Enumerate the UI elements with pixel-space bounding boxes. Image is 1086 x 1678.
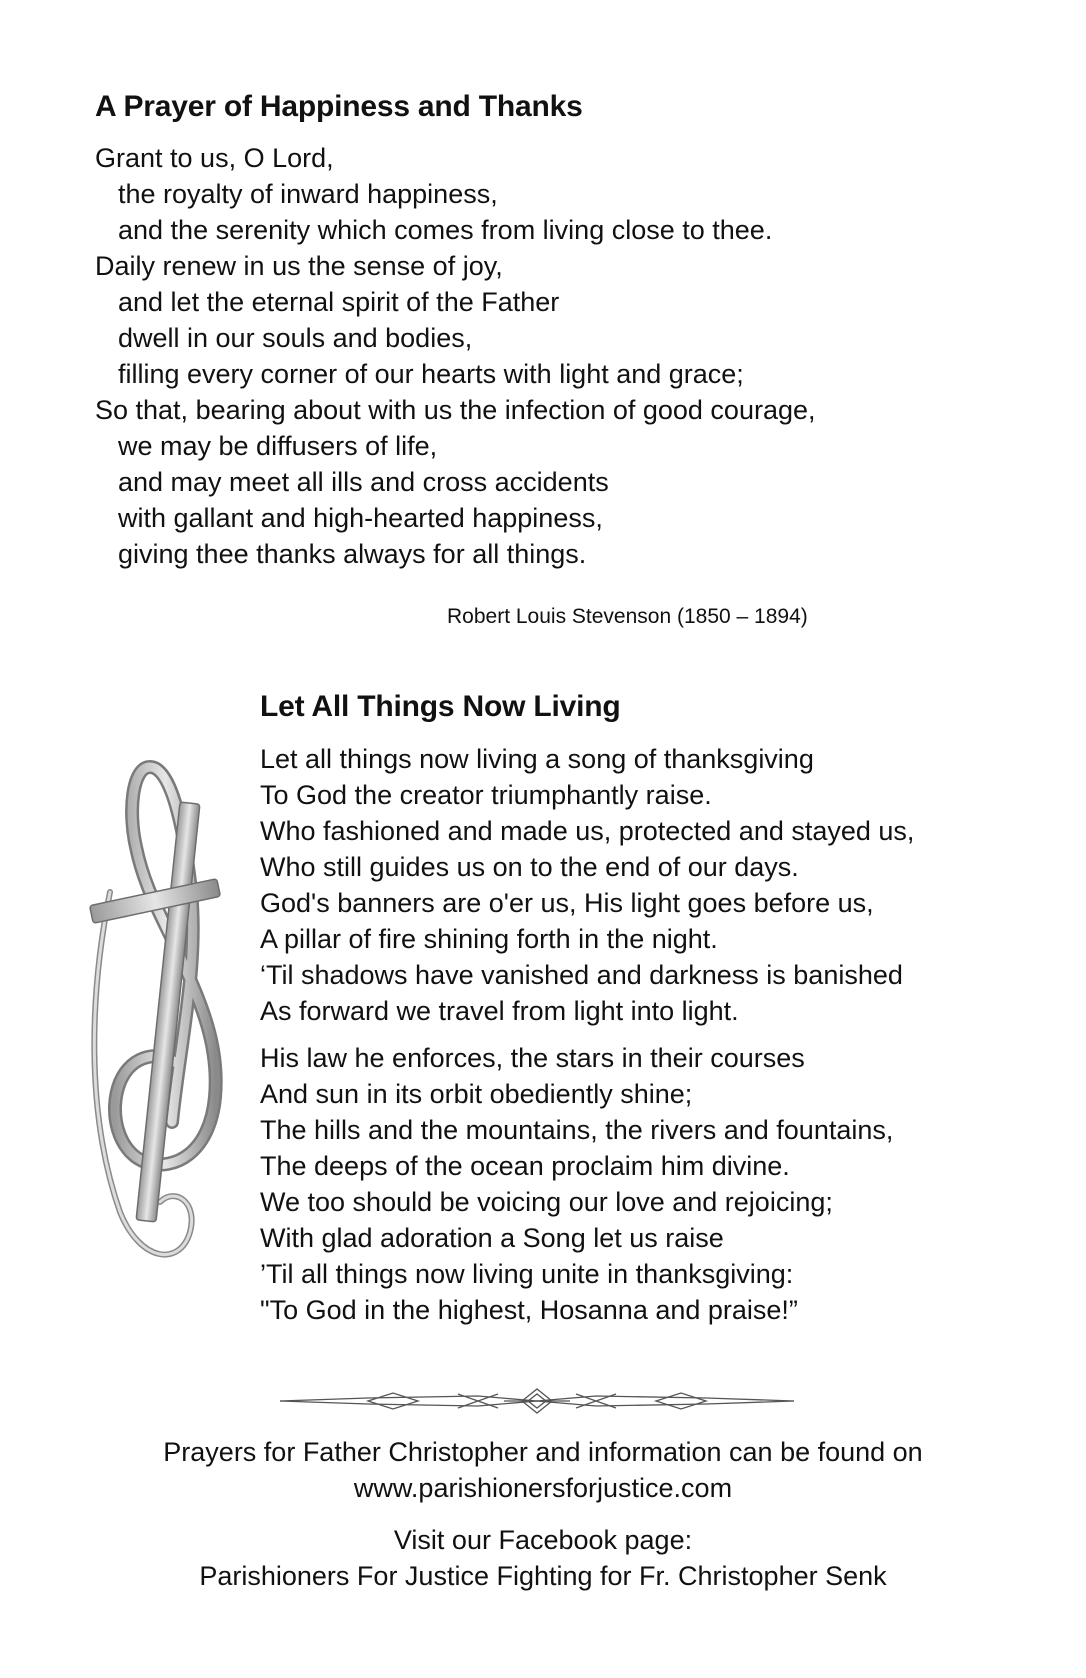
prayer-line: Daily renew in us the sense of joy, xyxy=(95,251,503,281)
hymn-title: Let All Things Now Living xyxy=(260,690,621,723)
prayer-title: A Prayer of Happiness and Thanks xyxy=(95,90,583,123)
hymn-line: We too should be voicing our love and rejoicing; xyxy=(260,1187,833,1217)
hymn-line: ’Til all things now living unite in thanksgiving: xyxy=(260,1259,794,1289)
prayer-line: and let the eternal spirit of the Father xyxy=(118,287,560,317)
hymn-verse-1 xyxy=(260,741,914,1029)
footer-text: Prayers for Father Christopher and information can be found on xyxy=(163,1437,923,1467)
hymn-line: The deeps of the ocean proclaim him divine. xyxy=(260,1151,790,1181)
hymn-verse-2 xyxy=(260,1040,893,1328)
footer-url: www.parishionersforjustice.com xyxy=(353,1473,733,1503)
hymn-line: "To God in the highest, Hosanna and praise!” xyxy=(260,1295,798,1325)
footer-text: Visit our Facebook page: xyxy=(393,1525,693,1555)
hymn-line: Who still guides us on to the end of our days. xyxy=(260,852,799,882)
hymn-line: To God the creator triumphantly raise. xyxy=(260,780,712,810)
hymn-line: Who fashioned and made us, protected and stayed us, xyxy=(260,816,915,846)
hymn-line: Let all things now living a song of thanksgiving xyxy=(260,744,814,774)
prayer-line: Grant to us, O Lord, xyxy=(95,143,334,173)
footer-facebook xyxy=(0,1522,1086,1594)
hymn-line: And sun in its orbit obediently shine; xyxy=(260,1079,693,1109)
prayer-line: giving thee thanks always for all things. xyxy=(118,539,587,569)
decorative-divider-icon xyxy=(278,1386,796,1416)
footer-facebook-page: Parishioners For Justice Fighting for Fr. Christopher Senk xyxy=(199,1561,887,1591)
treble-clef-cross-icon xyxy=(80,742,230,1287)
hymn-line: God's banners are o'er us, His light goes before us, xyxy=(260,888,874,918)
prayer-line: dwell in our souls and bodies, xyxy=(118,323,473,353)
hymn-line: With glad adoration a Song let us raise xyxy=(260,1223,724,1253)
prayer-line: we may be diffusers of life, xyxy=(118,431,438,461)
prayer-line: and the serenity which comes from living close to thee. xyxy=(118,215,773,245)
hymn-line: His law he enforces, the stars in their courses xyxy=(260,1043,805,1073)
prayer-line: and may meet all ills and cross accidents xyxy=(118,467,609,497)
hymn-line: The hills and the mountains, the rivers and fountains, xyxy=(260,1115,894,1145)
prayer-attribution: Robert Louis Stevenson (1850 – 1894) xyxy=(447,605,808,628)
hymn-line: ‘Til shadows have vanished and darkness is banished xyxy=(260,960,903,990)
prayer-body xyxy=(95,140,816,572)
prayer-line: filling every corner of our hearts with light and grace; xyxy=(118,359,744,389)
hymn-line: As forward we travel from light into light. xyxy=(260,996,739,1026)
hymn-line: A pillar of fire shining forth in the night. xyxy=(260,924,718,954)
footer-info xyxy=(0,1434,1086,1506)
prayer-line: with gallant and high-hearted happiness, xyxy=(118,503,603,533)
prayer-line: the royalty of inward happiness, xyxy=(118,179,498,209)
prayer-line: So that, bearing about with us the infection of good courage, xyxy=(95,395,816,425)
